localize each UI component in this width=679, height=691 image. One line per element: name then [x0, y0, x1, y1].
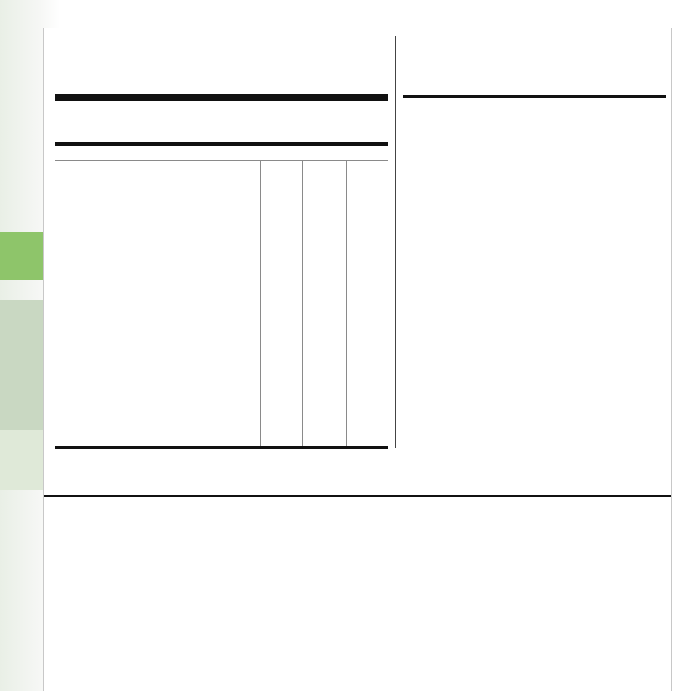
ingredients-top-rule — [44, 495, 671, 497]
thick-rule-calories — [55, 142, 388, 146]
background-package-light-band — [0, 430, 44, 490]
thin-rule-dv — [55, 160, 388, 161]
nutrition-label-panel — [43, 28, 672, 691]
column-divider-1 — [260, 160, 261, 449]
thick-rule-top — [55, 94, 388, 101]
column-divider-3 — [346, 160, 347, 449]
column-divider-2 — [302, 160, 303, 449]
background-package-dark-band — [0, 300, 44, 430]
amino-column-divider — [395, 36, 396, 448]
amino-header-rule — [403, 95, 666, 98]
thick-rule-bottom — [55, 446, 388, 449]
background-package-green-band — [0, 232, 44, 280]
